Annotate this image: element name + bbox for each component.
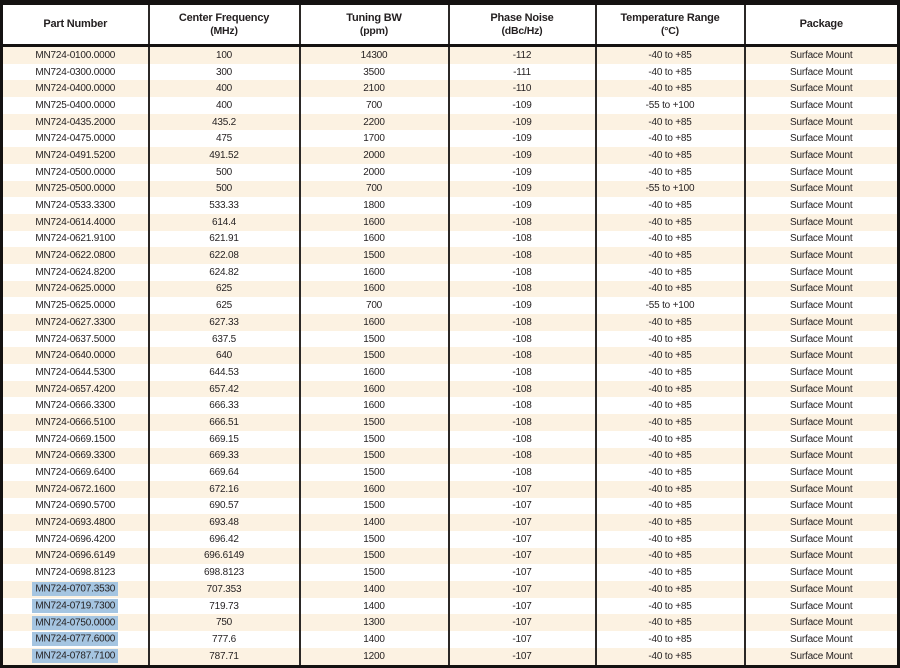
phase-noise-cell: -107 [449,598,596,615]
tuning-bw-cell: 1500 [300,414,449,431]
temperature-range-cell: -40 to +85 [596,498,745,515]
temperature-range-cell: -40 to +85 [596,197,745,214]
part-number-cell: MN724-0696.4200 [2,531,149,548]
table-row [2,314,899,331]
center-frequency-cell: 621.91 [149,231,300,248]
center-frequency-cell: 435.2 [149,114,300,131]
temperature-range-cell: -40 to +85 [596,514,745,531]
package-cell: Surface Mount [745,598,899,615]
part-number-cell: MN724-0672.1600 [2,481,149,498]
tuning-bw-cell: 1300 [300,614,449,631]
package-cell: Surface Mount [745,114,899,131]
package-cell: Surface Mount [745,147,899,164]
tuning-bw-cell: 1800 [300,197,449,214]
column-header-package [745,3,899,46]
temperature-range-cell: -40 to +85 [596,431,745,448]
package-cell: Surface Mount [745,181,899,198]
table-row [2,498,899,515]
tuning-bw-cell: 2100 [300,80,449,97]
package-cell: Surface Mount [745,397,899,414]
phase-noise-cell: -108 [449,431,596,448]
tuning-bw-cell: 1400 [300,514,449,531]
temperature-range-cell: -40 to +85 [596,648,745,667]
tuning-bw-cell: 1500 [300,498,449,515]
center-frequency-cell: 614.4 [149,214,300,231]
temperature-range-cell: -55 to +100 [596,181,745,198]
phase-noise-cell: -108 [449,448,596,465]
temperature-range-cell: -40 to +85 [596,598,745,615]
part-number-cell: MN724-0657.4200 [2,381,149,398]
part-number-cell: MN724-0533.3300 [2,197,149,214]
package-cell: Surface Mount [745,164,899,181]
temperature-range-cell: -40 to +85 [596,264,745,281]
column-header-label: Phase Noise [490,11,554,24]
selected-part-number-text[interactable]: MN724-0787.7100 [32,649,118,663]
phase-noise-cell: -108 [449,347,596,364]
center-frequency-cell: 400 [149,80,300,97]
tuning-bw-cell: 1400 [300,598,449,615]
center-frequency-cell: 625 [149,297,300,314]
temperature-range-cell: -40 to +85 [596,397,745,414]
phase-noise-cell: -107 [449,548,596,565]
tuning-bw-cell: 1500 [300,531,449,548]
package-cell: Surface Mount [745,64,899,81]
tuning-bw-cell: 700 [300,297,449,314]
package-cell: Surface Mount [745,281,899,298]
tuning-bw-cell: 1500 [300,431,449,448]
phase-noise-cell: -108 [449,281,596,298]
tuning-bw-cell: 700 [300,97,449,114]
part-number-cell: MN724-0300.0000 [2,64,149,81]
package-cell: Surface Mount [745,231,899,248]
part-number-cell: MN724-0669.3300 [2,448,149,465]
part-number-cell: MN724-0666.5100 [2,414,149,431]
table-row [2,397,899,414]
phase-noise-cell: -109 [449,164,596,181]
center-frequency-cell: 475 [149,130,300,147]
phase-noise-cell: -107 [449,648,596,667]
tuning-bw-cell: 3500 [300,64,449,81]
table-row [2,297,899,314]
header-row [2,3,899,46]
center-frequency-cell: 500 [149,181,300,198]
part-number-cell: MN724-0696.6149 [2,548,149,565]
center-frequency-cell: 624.82 [149,264,300,281]
package-cell: Surface Mount [745,514,899,531]
column-header-label: Center Frequency [178,11,270,24]
package-cell: Surface Mount [745,314,899,331]
part-number-cell: MN724-0640.0000 [2,347,149,364]
phase-noise-cell: -108 [449,414,596,431]
part-number-cell: MN724-0435.2000 [2,114,149,131]
table-row [2,448,899,465]
temperature-range-cell: -55 to +100 [596,97,745,114]
phase-noise-cell: -107 [449,564,596,581]
package-cell: Surface Mount [745,564,899,581]
package-cell: Surface Mount [745,464,899,481]
center-frequency-cell: 666.51 [149,414,300,431]
temperature-range-cell: -40 to +85 [596,631,745,648]
center-frequency-cell: 750 [149,614,300,631]
center-frequency-cell: 698.8123 [149,564,300,581]
temperature-range-cell: -40 to +85 [596,364,745,381]
table-row [2,247,899,264]
temperature-range-cell: -40 to +85 [596,564,745,581]
phase-noise-cell: -109 [449,147,596,164]
tuning-bw-cell: 2200 [300,114,449,131]
table-row [2,347,899,364]
table-row [2,147,899,164]
center-frequency-cell: 669.15 [149,431,300,448]
table-row [2,581,899,598]
phase-noise-cell: -111 [449,64,596,81]
column-header-label: Tuning BW [346,11,402,24]
package-cell: Surface Mount [745,531,899,548]
center-frequency-cell: 777.6 [149,631,300,648]
temperature-range-cell: -40 to +85 [596,314,745,331]
package-cell: Surface Mount [745,247,899,264]
part-number-cell [2,614,149,631]
package-cell: Surface Mount [745,264,899,281]
phase-noise-cell: -109 [449,297,596,314]
center-frequency-cell: 640 [149,347,300,364]
package-cell: Surface Mount [745,197,899,214]
tuning-bw-cell: 1500 [300,331,449,348]
phase-noise-cell: -110 [449,80,596,97]
table-row [2,46,899,64]
center-frequency-cell: 491.52 [149,147,300,164]
package-cell: Surface Mount [745,548,899,565]
phase-noise-cell: -109 [449,114,596,131]
table-row [2,114,899,131]
phase-noise-cell: -107 [449,581,596,598]
phase-noise-cell: -107 [449,481,596,498]
center-frequency-cell: 666.33 [149,397,300,414]
temperature-range-cell: -40 to +85 [596,164,745,181]
table-row [2,130,899,147]
table-row [2,381,899,398]
package-cell: Surface Mount [745,347,899,364]
temperature-range-cell: -40 to +85 [596,347,745,364]
part-number-cell: MN724-0625.0000 [2,281,149,298]
package-cell: Surface Mount [745,381,899,398]
temperature-range-cell: -40 to +85 [596,614,745,631]
part-number-cell: MN724-0614.4000 [2,214,149,231]
table-row [2,464,899,481]
center-frequency-cell: 693.48 [149,514,300,531]
table-row [2,214,899,231]
center-frequency-cell: 669.64 [149,464,300,481]
tuning-bw-cell: 1600 [300,264,449,281]
part-number-cell: MN724-0100.0000 [2,46,149,64]
table-row [2,564,899,581]
tuning-bw-cell: 700 [300,181,449,198]
phase-noise-cell: -109 [449,197,596,214]
phase-noise-cell: -107 [449,498,596,515]
part-number-cell: MN724-0669.6400 [2,464,149,481]
table-row [2,614,899,631]
temperature-range-cell: -40 to +85 [596,214,745,231]
phase-noise-cell: -109 [449,130,596,147]
package-cell: Surface Mount [745,97,899,114]
temperature-range-cell: -40 to +85 [596,414,745,431]
tuning-bw-cell: 1500 [300,347,449,364]
tuning-bw-cell: 2000 [300,147,449,164]
package-cell: Surface Mount [745,498,899,515]
center-frequency-cell: 690.57 [149,498,300,515]
part-number-cell: MN724-0500.0000 [2,164,149,181]
package-cell: Surface Mount [745,130,899,147]
phase-noise-cell: -107 [449,631,596,648]
center-frequency-cell: 669.33 [149,448,300,465]
table-row [2,331,899,348]
part-number-cell: MN724-0622.0800 [2,247,149,264]
package-cell: Surface Mount [745,297,899,314]
table-row [2,431,899,448]
package-cell: Surface Mount [745,80,899,97]
part-number-cell: MN725-0400.0000 [2,97,149,114]
table-row [2,364,899,381]
tuning-bw-cell: 1600 [300,364,449,381]
center-frequency-cell: 637.5 [149,331,300,348]
center-frequency-cell: 719.73 [149,598,300,615]
package-cell: Surface Mount [745,364,899,381]
part-number-cell: MN724-0400.0000 [2,80,149,97]
center-frequency-cell: 300 [149,64,300,81]
temperature-range-cell: -55 to +100 [596,297,745,314]
table-row [2,648,899,667]
tuning-bw-cell: 1500 [300,464,449,481]
table-row [2,80,899,97]
column-header-label: Temperature Range [620,11,720,24]
temperature-range-cell: -40 to +85 [596,331,745,348]
part-number-cell: MN724-0644.5300 [2,364,149,381]
table-header [2,3,899,46]
center-frequency-cell: 400 [149,97,300,114]
phase-noise-cell: -108 [449,364,596,381]
table-row [2,281,899,298]
part-number-cell: MN724-0621.9100 [2,231,149,248]
temperature-range-cell: -40 to +85 [596,281,745,298]
selected-part-number-text[interactable]: MN724-0707.3530 [32,582,118,596]
tuning-bw-cell: 1200 [300,648,449,667]
table-row [2,197,899,214]
table-row [2,231,899,248]
tuning-bw-cell: 2000 [300,164,449,181]
part-number-cell: MN725-0500.0000 [2,181,149,198]
part-number-cell: MN724-0624.8200 [2,264,149,281]
tuning-bw-cell: 1400 [300,581,449,598]
center-frequency-cell: 500 [149,164,300,181]
tuning-bw-cell: 1600 [300,381,449,398]
phase-noise-cell: -107 [449,531,596,548]
part-number-cell: MN725-0625.0000 [2,297,149,314]
package-cell: Surface Mount [745,448,899,465]
center-frequency-cell: 672.16 [149,481,300,498]
package-cell: Surface Mount [745,631,899,648]
temperature-range-cell: -40 to +85 [596,130,745,147]
table-row [2,97,899,114]
package-cell: Surface Mount [745,214,899,231]
phase-noise-cell: -108 [449,331,596,348]
tuning-bw-cell: 1500 [300,548,449,565]
part-number-cell: MN724-0698.8123 [2,564,149,581]
phase-noise-cell: -108 [449,264,596,281]
center-frequency-cell: 627.33 [149,314,300,331]
phase-noise-cell: -108 [449,314,596,331]
part-number-cell: MN724-0669.1500 [2,431,149,448]
column-header-unit: (ppm) [359,24,389,37]
phase-noise-cell: -108 [449,464,596,481]
center-frequency-cell: 696.6149 [149,548,300,565]
phase-noise-cell: -108 [449,214,596,231]
table-body [2,46,899,667]
part-number-cell: MN724-0666.3300 [2,397,149,414]
table-row [2,414,899,431]
temperature-range-cell: -40 to +85 [596,531,745,548]
column-header-unit: (dBc/Hz) [501,24,543,37]
center-frequency-cell: 707.353 [149,581,300,598]
tuning-bw-cell: 1500 [300,564,449,581]
part-number-cell: MN724-0693.4800 [2,514,149,531]
table-row [2,64,899,81]
table-row [2,481,899,498]
table-row [2,531,899,548]
column-header-tuning-bw [300,3,449,46]
center-frequency-cell: 533.33 [149,197,300,214]
package-cell: Surface Mount [745,46,899,64]
table-row [2,181,899,198]
table-row [2,598,899,615]
package-cell: Surface Mount [745,614,899,631]
part-number-cell [2,631,149,648]
column-header-unit: (°C) [661,24,679,37]
tuning-bw-cell: 1600 [300,231,449,248]
temperature-range-cell: -40 to +85 [596,548,745,565]
part-number-cell: MN724-0491.5200 [2,147,149,164]
column-header-label: Package [799,18,843,31]
tuning-bw-cell: 1700 [300,130,449,147]
phase-noise-cell: -108 [449,247,596,264]
package-cell: Surface Mount [745,331,899,348]
phase-noise-cell: -109 [449,97,596,114]
phase-noise-cell: -107 [449,514,596,531]
selected-part-number-text[interactable]: MN724-0777.6000 [32,632,118,646]
part-number-cell: MN724-0637.5000 [2,331,149,348]
tuning-bw-cell: 1600 [300,397,449,414]
center-frequency-cell: 657.42 [149,381,300,398]
tuning-bw-cell: 1400 [300,631,449,648]
temperature-range-cell: -40 to +85 [596,448,745,465]
table-row [2,514,899,531]
temperature-range-cell: -40 to +85 [596,464,745,481]
tuning-bw-cell: 1600 [300,481,449,498]
phase-noise-cell: -108 [449,381,596,398]
part-number-cell [2,648,149,667]
column-header-temperature-range [596,3,745,46]
tuning-bw-cell: 1500 [300,247,449,264]
temperature-range-cell: -40 to +85 [596,247,745,264]
package-cell: Surface Mount [745,414,899,431]
center-frequency-cell: 787.71 [149,648,300,667]
temperature-range-cell: -40 to +85 [596,80,745,97]
tuning-bw-cell: 1500 [300,448,449,465]
center-frequency-cell: 100 [149,46,300,64]
center-frequency-cell: 644.53 [149,364,300,381]
table-row [2,164,899,181]
temperature-range-cell: -40 to +85 [596,231,745,248]
selected-part-number-text[interactable]: MN724-0719.7300 [32,599,118,613]
table-row [2,264,899,281]
column-header-unit: (MHz) [210,24,238,37]
table-row [2,631,899,648]
package-cell: Surface Mount [745,648,899,667]
table-row [2,548,899,565]
package-cell: Surface Mount [745,431,899,448]
tuning-bw-cell: 1600 [300,214,449,231]
temperature-range-cell: -40 to +85 [596,147,745,164]
package-cell: Surface Mount [745,581,899,598]
temperature-range-cell: -40 to +85 [596,581,745,598]
column-header-part-number [2,3,149,46]
temperature-range-cell: -40 to +85 [596,46,745,64]
part-number-cell: MN724-0690.5700 [2,498,149,515]
center-frequency-cell: 622.08 [149,247,300,264]
temperature-range-cell: -40 to +85 [596,481,745,498]
part-number-cell [2,598,149,615]
phase-noise-cell: -108 [449,231,596,248]
selected-part-number-text[interactable]: MN724-0750.0000 [32,616,118,630]
package-cell: Surface Mount [745,481,899,498]
column-header-label: Part Number [43,18,108,31]
column-header-phase-noise [449,3,596,46]
center-frequency-cell: 696.42 [149,531,300,548]
phase-noise-cell: -108 [449,397,596,414]
tuning-bw-cell: 1600 [300,314,449,331]
temperature-range-cell: -40 to +85 [596,381,745,398]
center-frequency-cell: 625 [149,281,300,298]
tuning-bw-cell: 14300 [300,46,449,64]
part-number-cell: MN724-0627.3300 [2,314,149,331]
part-number-cell: MN724-0475.0000 [2,130,149,147]
temperature-range-cell: -40 to +85 [596,64,745,81]
phase-noise-cell: -112 [449,46,596,64]
phase-noise-cell: -109 [449,181,596,198]
phase-noise-cell: -107 [449,614,596,631]
part-number-cell [2,581,149,598]
column-header-center-frequency [149,3,300,46]
temperature-range-cell: -40 to +85 [596,114,745,131]
tuning-bw-cell: 1600 [300,281,449,298]
